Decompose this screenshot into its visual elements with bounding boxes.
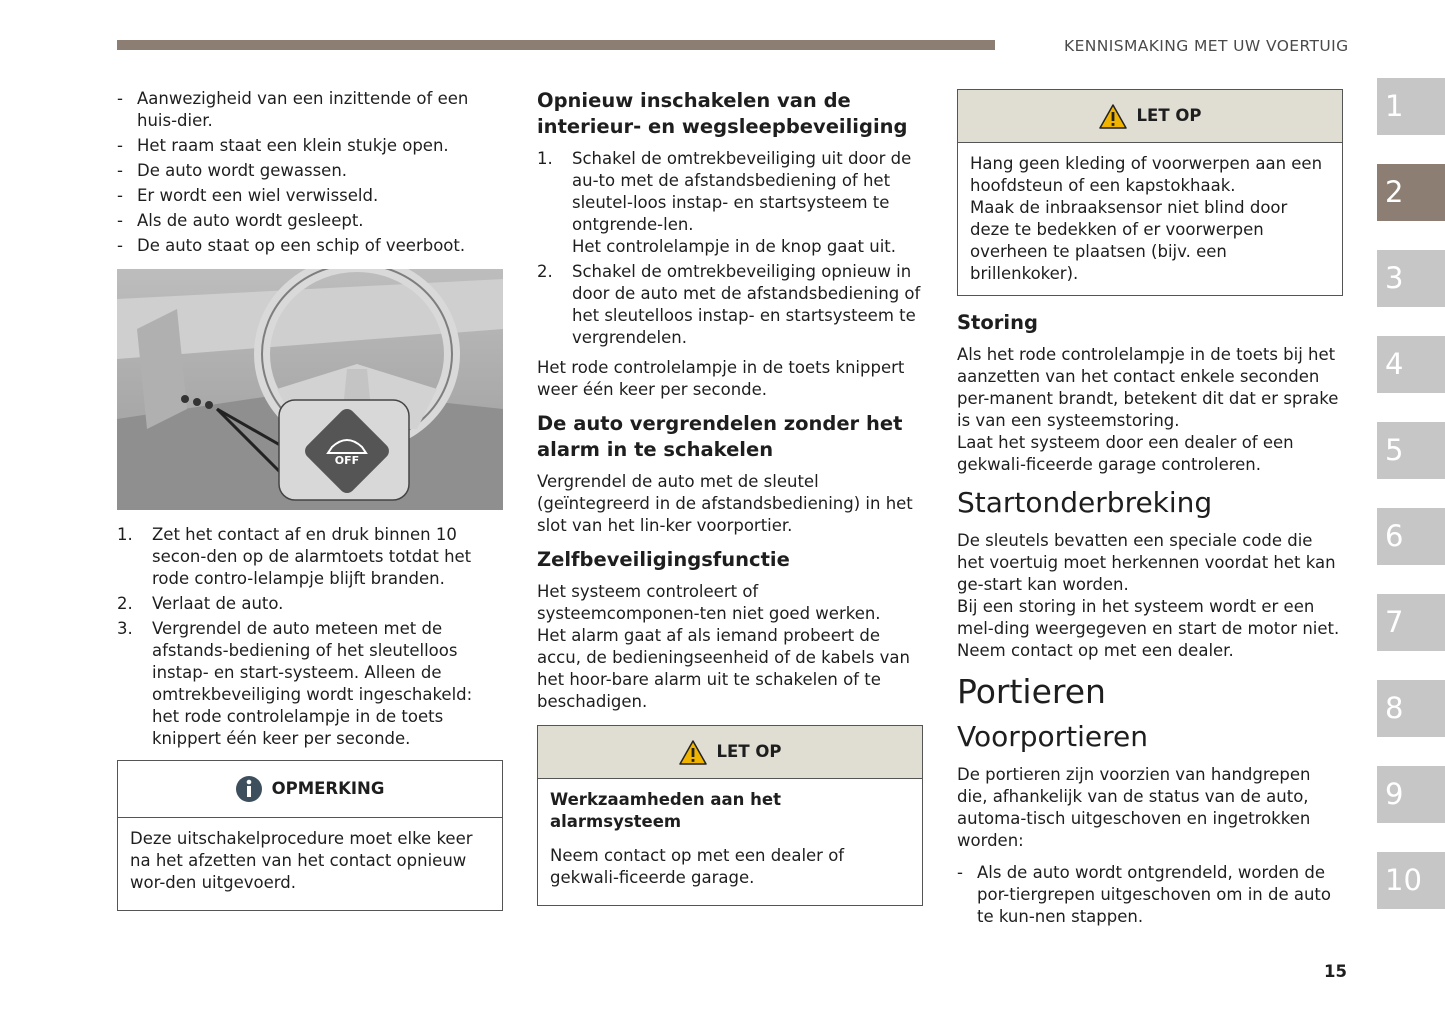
step-text: Verlaat de auto. xyxy=(152,594,284,613)
warning-box xyxy=(537,725,923,906)
header-bar xyxy=(117,40,995,50)
paragraph: De sleutels bevatten een speciale code die het voertuig moet herkennen voordat het kan ge-start kan worden. xyxy=(957,531,1336,594)
step-text: Schakel de omtrekbeveiliging opnieuw in door de auto met de afstandsbediening of het sleutelloos instap- en startsysteem te vergrendelen. xyxy=(572,262,921,347)
step-list xyxy=(537,148,923,349)
column-2 xyxy=(537,88,923,920)
chapter-tab-7[interactable]: 7 xyxy=(1377,594,1445,651)
list-item: - De auto staat op een schip of veerboot. xyxy=(117,235,503,257)
bullet-list xyxy=(957,862,1343,928)
bullet-list xyxy=(117,88,503,257)
warning-text: Maak de inbraaksensor niet blind door deze te bedekken of er voorwerpen overheen te plaatsen (bijv. een brillenkoker). xyxy=(970,198,1288,283)
step-main: Schakel de omtrekbeveiliging uit door de au-to met de afstandsbediening of het sleutel-loos instap- en startsysteem te ontgrende-len. xyxy=(572,149,912,234)
list-item: - Aanwezigheid van een inzittende of een huis-dier. xyxy=(117,88,503,132)
note-text: Deze uitschakelprocedure moet elke keer na het afzetten van het contact opnieuw wor-den uitgevoerd. xyxy=(130,829,473,892)
warning-icon xyxy=(679,740,707,765)
column-1 xyxy=(117,88,503,925)
paragraph: Bij een storing in het systeem wordt er een mel-ding weergegeven en start de motor niet. Neem contact op met een dealer. xyxy=(957,597,1340,660)
note-box xyxy=(117,760,503,911)
heading-self-protection: Zelfbeveiligingsfunctie xyxy=(537,548,790,571)
chapter-tab-1[interactable]: 1 xyxy=(1377,78,1445,135)
list-item: - Als de auto wordt gesleept. xyxy=(117,210,503,232)
page-number: 15 xyxy=(1324,962,1347,981)
paragraph: Het systeem controleert of systeemcomponen-ten niet goed werken. xyxy=(537,582,881,623)
chapter-tab-3[interactable]: 3 xyxy=(1377,250,1445,307)
warning-text: Neem contact op met een dealer of gekwali-ficeerde garage. xyxy=(550,846,845,887)
paragraph: Vergrendel de auto met de sleutel (geïntegreerd in de afstandsbediening) in het slot van het lin-ker voorportier. xyxy=(537,472,913,535)
note-title: OPMERKING xyxy=(271,779,385,798)
chapter-tab-6[interactable]: 6 xyxy=(1377,508,1445,565)
warning-box xyxy=(957,89,1343,296)
step-text: Vergrendel de auto meteen met de afstands-bediening of het sleutelloos instap- en start-systeem. Alleen de omtrekbeveiliging wordt ingeschakeld: het rode controlelampje in de toets knippert één keer per seconde. xyxy=(152,619,473,748)
step-text: Zet het contact af en druk binnen 10 secon-den op de alarmtoets totdat het rode contro-lelampje blijft branden. xyxy=(152,525,472,588)
dashboard-photo xyxy=(117,269,503,510)
list-item xyxy=(117,524,503,590)
column-3 xyxy=(957,88,1343,931)
step-text xyxy=(572,148,923,258)
warning-title: LET OP xyxy=(1136,106,1202,125)
list-item: - Er wordt een wiel verwisseld. xyxy=(117,185,503,207)
warning-body xyxy=(538,779,922,905)
step-number: 2. xyxy=(537,262,553,281)
list-item: - De auto wordt gewassen. xyxy=(117,160,503,182)
chapter-tab-10[interactable]: 10 xyxy=(1377,852,1445,909)
list-item xyxy=(537,261,923,349)
step-number: 1. xyxy=(117,525,133,544)
info-icon xyxy=(236,776,262,802)
chapter-tab-8[interactable]: 8 xyxy=(1377,680,1445,737)
heading-voorportieren: Voorportieren xyxy=(957,720,1149,753)
list-item: - Als de auto wordt ontgrendeld, worden de por-tiergrepen uitgeschoven om in de auto te kun-nen stappen. xyxy=(957,862,1343,928)
list-item xyxy=(537,148,923,258)
heading-storing: Storing xyxy=(957,311,1038,334)
paragraph: De portieren zijn voorzien van handgrepen die, afhankelijk van de status van de auto, automa-tisch uitgeschoven en ingetrokken worden: xyxy=(957,765,1311,850)
section-title: KENNISMAKING MET UW VOERTUIG xyxy=(1064,37,1349,55)
chapter-tab-5[interactable]: 5 xyxy=(1377,422,1445,479)
dashboard-illustration xyxy=(117,269,503,510)
step-number: 3. xyxy=(117,619,133,638)
heading-portieren: Portieren xyxy=(957,672,1106,711)
paragraph: Het alarm gaat af als iemand probeert de accu, de bedieningseenheid of de kabels van het hoor-bare alarm uit te schakelen of te beschadigen. xyxy=(537,626,910,711)
off-button-label: OFF xyxy=(334,454,360,467)
warning-subtitle: Werkzaamheden aan het alarmsysteem xyxy=(550,790,781,831)
warning-header xyxy=(538,726,922,779)
chapter-tab-9[interactable]: 9 xyxy=(1377,766,1445,823)
warning-body xyxy=(958,143,1342,295)
paragraph: Als het rode controlelampje in de toets bij het aanzetten van het contact enkele seconden per-manent brandt, betekent dit dat er sprake is van een systeemstoring. xyxy=(957,345,1339,430)
heading-reactivate: Opnieuw inschakelen van de interieur- en wegsleepbeveiliging xyxy=(537,89,908,138)
chapter-tab-2[interactable]: 2 xyxy=(1377,164,1445,221)
list-item: - Het raam staat een klein stukje open. xyxy=(117,135,503,157)
step-number: 2. xyxy=(117,594,133,613)
step-number: 1. xyxy=(537,149,553,168)
note-header xyxy=(118,761,502,818)
chapter-tab-4[interactable]: 4 xyxy=(1377,336,1445,393)
list-item xyxy=(117,593,503,615)
note-body xyxy=(118,818,502,910)
paragraph: Het rode controlelampje in de toets knippert weer één keer per seconde. xyxy=(537,358,905,399)
heading-startonderbreking: Startonderbreking xyxy=(957,486,1213,519)
step-list xyxy=(117,524,503,750)
heading-lock-without-alarm: De auto vergrendelen zonder het alarm in te schakelen xyxy=(537,412,903,461)
list-item xyxy=(117,618,503,750)
paragraph: Laat het systeem door een dealer of een gekwali-ficeerde garage controleren. xyxy=(957,433,1294,474)
warning-title: LET OP xyxy=(716,742,782,761)
warning-text: Hang geen kleding of voorwerpen aan een hoofdsteun of een kapstokhaak. xyxy=(970,154,1323,195)
warning-icon xyxy=(1099,104,1127,129)
step-extra: Het controlelampje in de knop gaat uit. xyxy=(572,237,896,256)
warning-header xyxy=(958,90,1342,143)
